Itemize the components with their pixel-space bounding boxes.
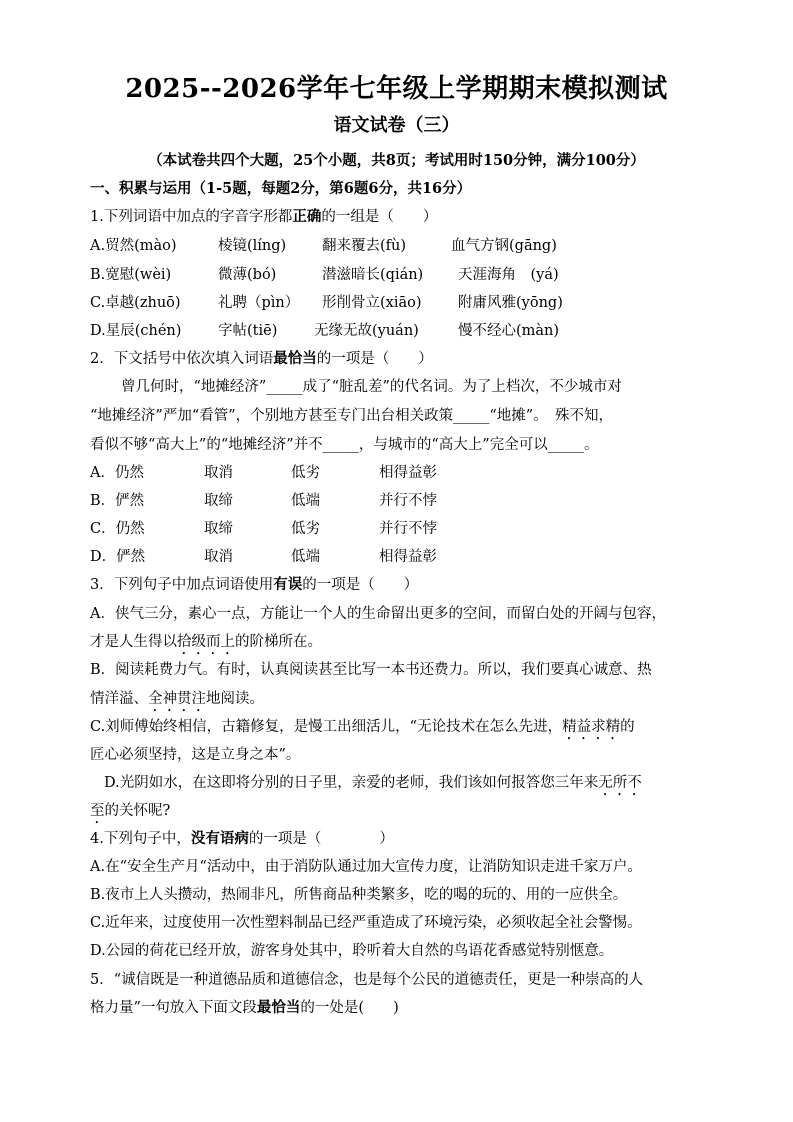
question-1-stem: 1.下列词语中加点的字音字形都正确的一组是（ ） xyxy=(90,208,438,225)
dotted-phrase: 至 xyxy=(90,803,105,819)
option-cell: 低劣 xyxy=(291,465,320,481)
question-2-stem: 2．下文括号中依次填入词语最恰当的一项是（ ） xyxy=(90,350,433,367)
exam-note: （本试卷共四个大题，25个小题，共8页；考试用时150分钟，满分100分） xyxy=(148,152,645,169)
dotted-phrase: 拾级而上 xyxy=(177,634,235,650)
option-cell: 取消 xyxy=(204,465,233,481)
option-cell: 礼聘（pìn） xyxy=(218,295,300,311)
option-cell: 无缘无故(yuán) xyxy=(314,323,419,339)
dotted-phrase: 精益求精 xyxy=(562,719,621,735)
option-cell: B．俨然 xyxy=(90,493,145,509)
option-cell: D．俨然 xyxy=(90,549,146,565)
passage-line: 曾几何时，“地摊经济”_____成了“脏乱差”的代名词。为了上档次，不少城市对 xyxy=(121,379,622,395)
page-subtitle: 语文试卷（三） xyxy=(333,115,460,136)
option-cell: 微薄(bó) xyxy=(218,267,277,283)
emphasis: 正确 xyxy=(292,208,322,225)
option-line: B.夜市上人头攒动，热闹非凡，所售商品种类繁多，吃的喝的玩的、用的一应供全。 xyxy=(90,887,628,903)
option-cell: 潜滋暗长(qián) xyxy=(322,267,424,283)
option-cell: 血气方钢(gāng) xyxy=(451,238,557,254)
option-d-line: 至的关怀呢? xyxy=(90,803,171,819)
option-line: D.公园的荷花已经开放，游客身处其中，聆听着大自然的鸟语花香感觉特别惬意。 xyxy=(90,943,614,959)
option-cell: C.卓越(zhuō) xyxy=(90,295,181,311)
option-a-line: 才是人生得以拾级而上的阶梯所在。 xyxy=(90,634,322,650)
dotted-phrase: 全神贯注 xyxy=(148,691,206,707)
option-cell: 取消 xyxy=(204,549,233,565)
emphasis: 最恰当 xyxy=(273,350,317,367)
option-cell: 翻来覆去(fù) xyxy=(322,238,407,254)
page-title: 2025--2026学年七年级上学期期末模拟测试 xyxy=(125,74,668,104)
dotted-phrase: 无所不 xyxy=(598,775,642,791)
option-cell: D.星辰(chén) xyxy=(90,323,182,339)
passage-line: “地摊经济”严加“看管”，个别地方甚至专门出台相关政策_____“地摊”。 殊不知， xyxy=(90,408,613,424)
option-cell: 取缔 xyxy=(204,493,233,509)
option-cell: 低劣 xyxy=(291,521,320,537)
option-b-line: B．阅读耗费力气。有时，认真阅读甚至比写一本书还费力。所以，我们要真心诚意、热 xyxy=(90,662,652,678)
option-cell: 字帖(tiē) xyxy=(218,323,278,339)
option-c-line: C.刘师傅始终相信，古籍修复，是慢工出细活儿，“无论技术在怎么先进，精益求精的 xyxy=(90,719,635,735)
option-cell: 低端 xyxy=(291,493,320,509)
emphasis: 最恰当 xyxy=(256,999,301,1016)
option-cell: 慢不经心(màn) xyxy=(458,323,560,339)
question-5-stem: 格力量”一句放入下面文段最恰当的一处是( ) xyxy=(90,999,399,1016)
option-cell: C．仍然 xyxy=(90,521,145,537)
option-a-line: A．侠气三分，素心一点，方能让一个人的生命留出更多的空间，而留白处的开阔与包容， xyxy=(90,606,666,622)
option-cell: 棱镜(líng) xyxy=(218,238,287,254)
option-line: A.在“安全生产月“活动中，由于消防队通过加大宣传力度，让消防知识走进千家万户。 xyxy=(90,859,642,875)
option-cell: 并行不悖 xyxy=(379,493,437,509)
section-heading: 一、积累与运用（1-5题，每题2分，第6题6分，共16分） xyxy=(90,180,472,197)
option-cell: 天涯海角 (yá) xyxy=(458,267,559,283)
option-cell: 相得益彰 xyxy=(379,465,437,481)
option-cell: 低端 xyxy=(291,549,320,565)
question-3-stem: 3．下列句子中加点词语使用有误的一项是（ ） xyxy=(90,576,419,593)
option-cell: A.贸然(mào) xyxy=(90,238,177,254)
option-cell: A．仍然 xyxy=(90,465,144,481)
option-line: C.近年来，过度使用一次性塑料制品已经严重造成了环境污染，必须收起全社会警惕。 xyxy=(90,915,642,931)
option-cell: 取缔 xyxy=(204,521,233,537)
option-cell: B.宽慰(wèi) xyxy=(90,267,172,283)
option-d-line: D.光阴如水，在这即将分别的日子里，亲爱的老师，我们该如何报答您三年来无所不 xyxy=(104,775,642,791)
option-cell: 附庸风雅(yōng) xyxy=(458,295,563,311)
option-cell: 并行不悖 xyxy=(379,521,437,537)
option-c-line: 匠心必须坚持，这是立身之本”。 xyxy=(90,747,301,763)
emphasis: 没有语病 xyxy=(190,830,249,847)
passage-line: 看似不够“高大上”的“地摊经济”并不_____，与城市的“高大上”完全可以_____。 xyxy=(90,437,599,453)
option-cell: 形削骨立(xiāo) xyxy=(322,295,422,311)
question-4-stem: 4.下列句子中，没有语病的一项是（ ） xyxy=(90,830,394,847)
option-cell: 相得益彰 xyxy=(379,549,437,565)
emphasis: 有误 xyxy=(273,576,303,593)
question-5-stem: 5．“诚信既是一种道德品质和道德信念，也是每个公民的道德责任，更是一种崇高的人 xyxy=(90,972,644,988)
option-b-line: 情洋溢、全神贯注地阅读。 xyxy=(90,691,264,707)
